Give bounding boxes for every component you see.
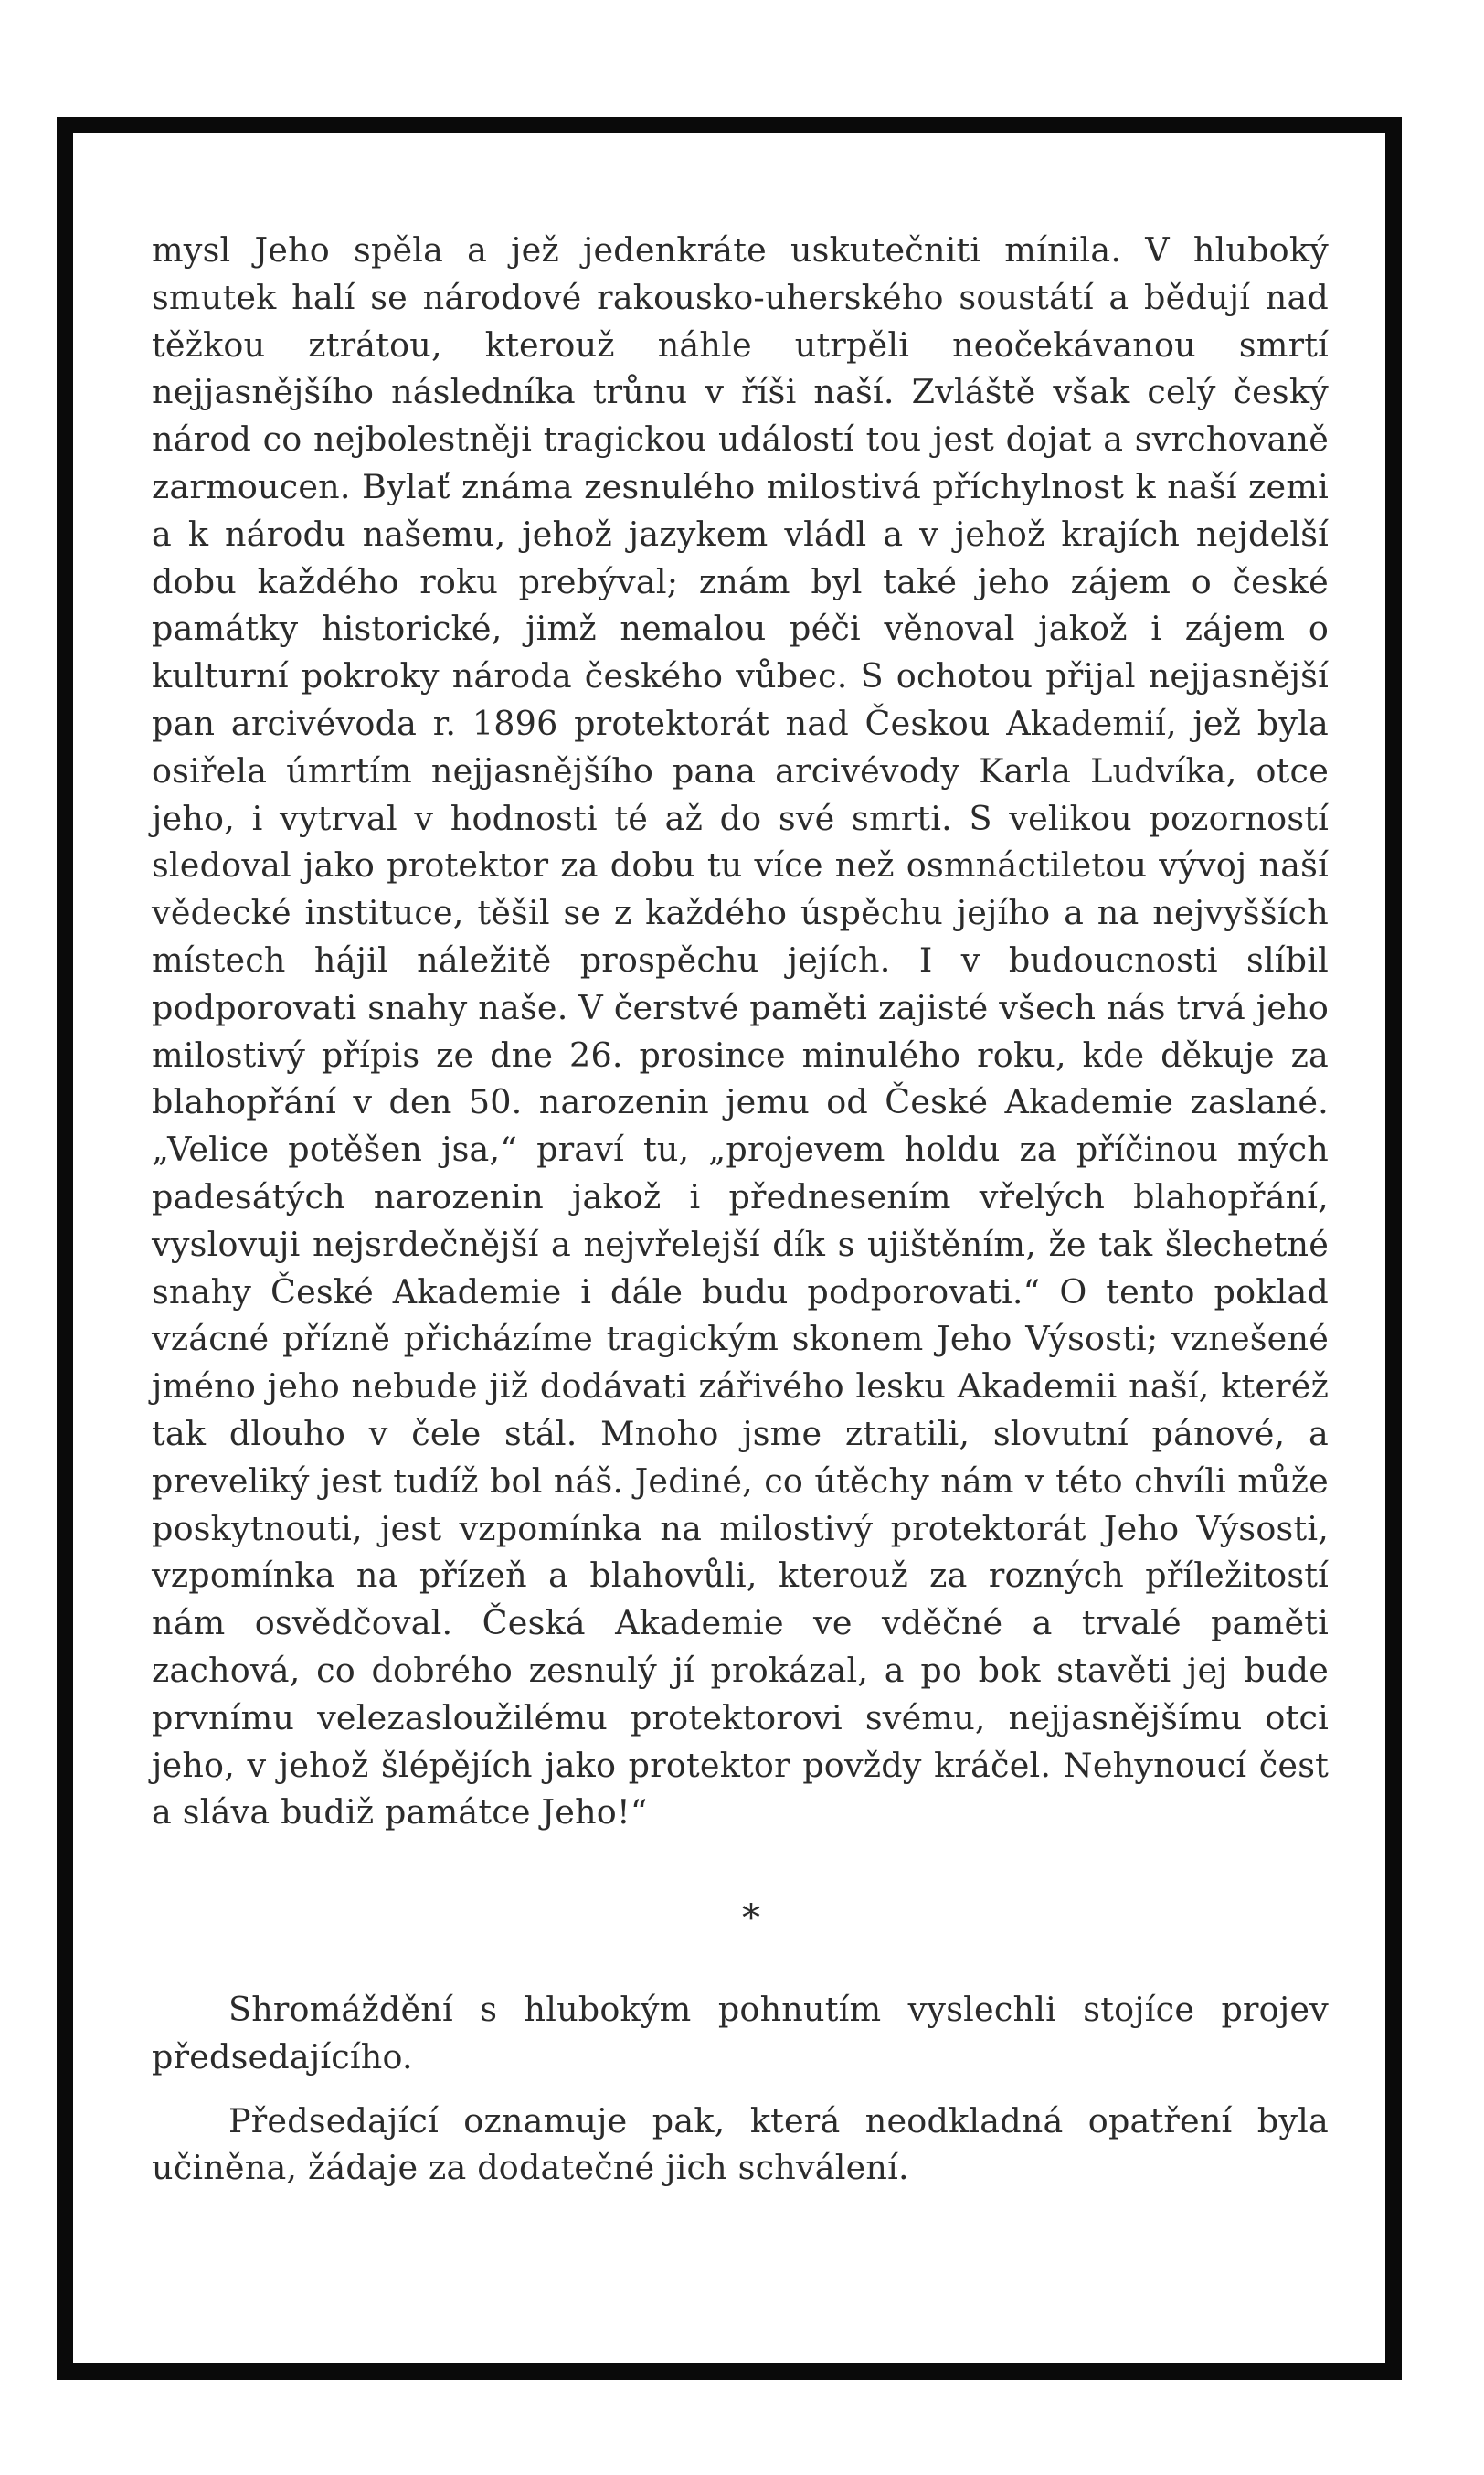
paragraph-chairman: Předsedající oznamuje pak, která neodkladná opatření byla učiněna, žádaje za dodatečné jich schválení. (152, 2100, 1329, 2188)
paragraph-assembly: Shromáždění s hlubokým pohnutím vyslechli stojíce projev předsedajícího. (152, 1990, 1329, 2077)
main-paragraph: mysl Jeho spěla a jež jedenkráte uskutečniti mínila. V hluboký smutek halí se národové rakousko-uherského soustátí a bědují nad těžkou ztrátou, kterouž náhle utrpěli neočekávanou smrtí nejjasnějšího následníka trůnu v říši naší. Zvláště však celý český národ co nejbolestněji tragickou událostí tou jest dojat a svrchovaně zarmoucen. Bylať známa zesnulého milostivá příchylnost k naší zemi a k národu našemu, jehož jazykem vládl a v jehož krajích nejdelší dobu každého roku prebýval; znám byl také jeho zájem o české památky historické, jimž nemalou péči věnoval jakož i zájem o kulturní pokroky národa českého vůbec. S ochotou přijal nejjasnější pan arcivévoda r. 1896 protektorát nad Českou Akademií, jež byla osiřela úmrtím nejjasnějšího pana arcivévody Karla Ludvíka, otce jeho, i vytrval v hodnosti té až do své smrti. S velikou pozorností sledoval jako protektor za dobu tu více než osmnáctiletou vývoj naší vědecké instituce, těšil se z každého úspěchu jejího a na nejvyšších místech hájil náležitě prospěchu jejích. I v budoucnosti slíbil podporovati snahy naše. V čerstvé paměti zajisté všech nás trvá jeho milostivý přípis ze dne 26. prosince minulého roku, kde děkuje za blahopřání v den 50. narozenin jemu od České Akademie zaslané. „Velice potěšen jsa,“ praví tu, „projevem holdu za příčinou mých padesátých narozenin jakož i přednesením vřelých blahopřání, vyslovuji nejsrdečnější a nejvřelejší dík s ujištěním, že tak šlechetné snahy České Akademie i dále budu podporovati.“ O tento poklad vzácné přízně přicházíme tragickým skonem Jeho Výsosti; vznešené jméno jeho nebude již dodávati zářivého lesku Akademii naší, kteréž tak dlouho v čele stál. Mnoho jsme ztratili, slovutní pánové, a preveliký jest tudíž bol náš. Jediné, co útěchy nám v této chvíli může poskytnouti, jest vzpomínka na milostivý protektorát Jeho Výsosti, vzpomínka na přízeň a blahovůli, kterouž za rozných příležitostí nám osvědčoval. Česká Akademie ve vděčné a trvalé paměti zachová, co dobrého zesnulý jí prokázal, a po bok stavěti jej bude prvnímu velezasloužilému protektorovi svému, nejjasnějšímu otci jeho, v jehož šlépějích jako protektor povždy kráčel. Nehynoucí čest a sláva budiž památce Jeho!“ (152, 230, 1329, 1832)
section-separator: * (742, 1897, 760, 1940)
document-content (152, 227, 1329, 2208)
